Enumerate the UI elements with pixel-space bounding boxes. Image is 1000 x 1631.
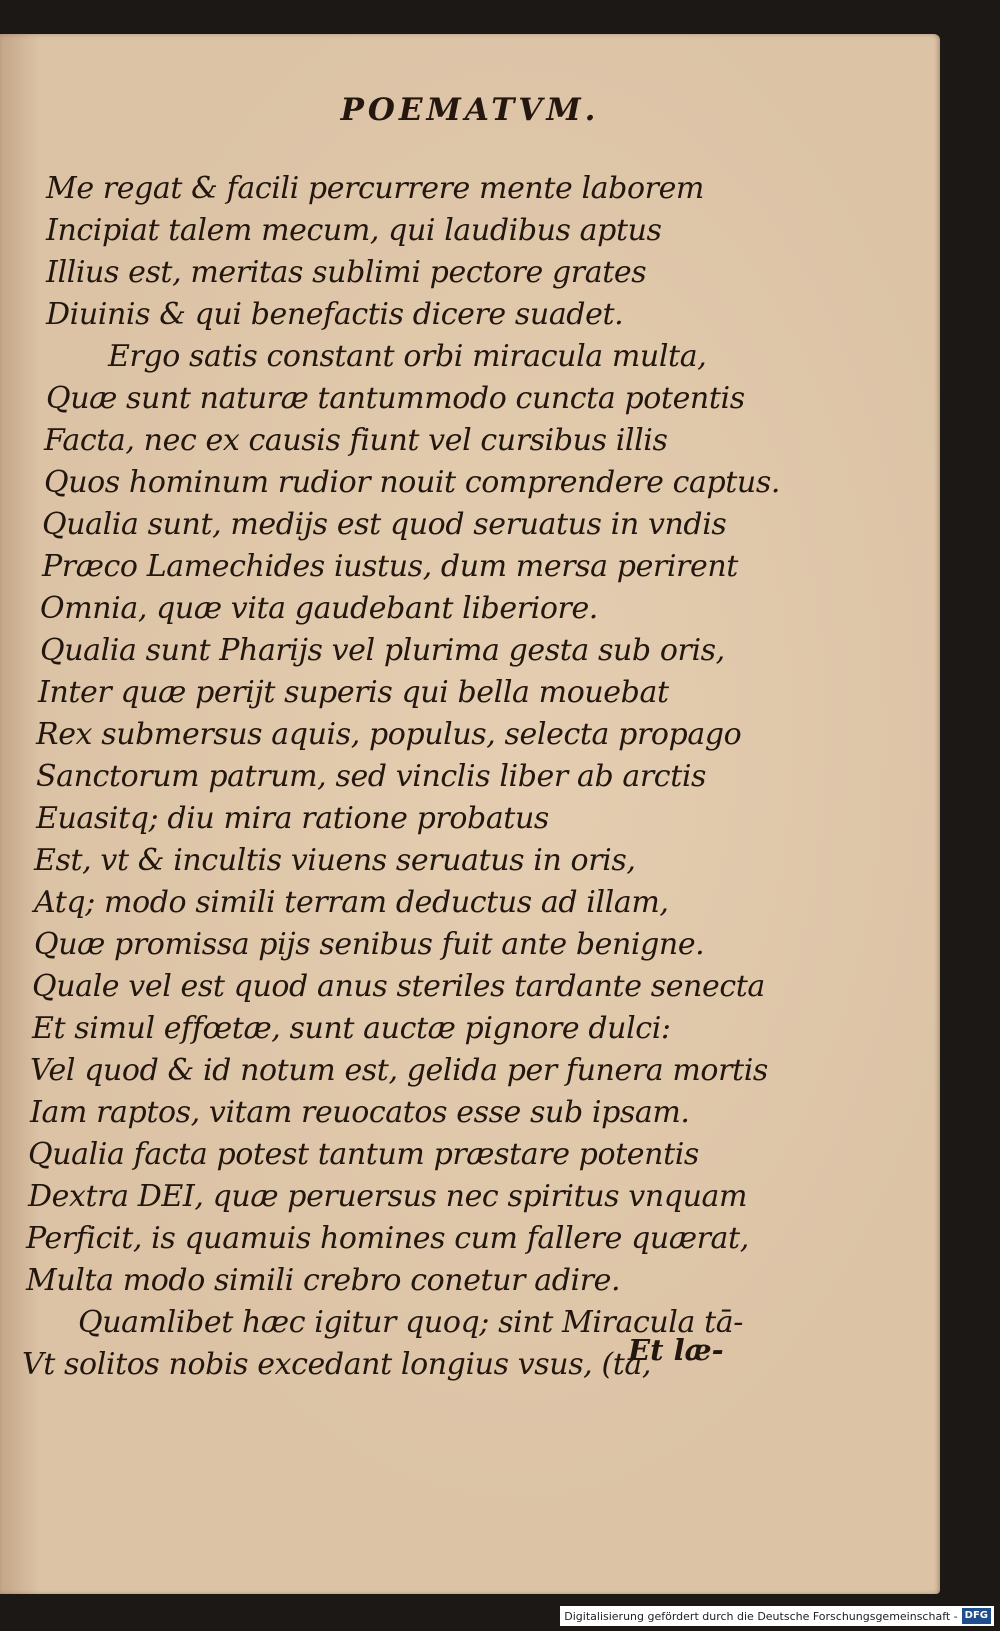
verse-line: Ergo satis constant orbi miracula multa, (108, 339, 707, 374)
verse-line: Quæ sunt naturæ tantummodo cuncta potentis (46, 381, 745, 416)
verse-line: Iam raptos, vitam reuocatos esse sub ipsam. (30, 1095, 690, 1130)
verse-line: Quos hominum rudior nouit comprendere captus. (44, 465, 780, 500)
verse-line: Incipiat talem mecum, qui laudibus aptus (46, 213, 662, 248)
verse-line: Et simul effœtæ, sunt auctæ pignore dulci: (32, 1011, 671, 1046)
verse-line: Diuinis & qui benefactis dicere suadet. (46, 297, 624, 332)
verse-line: Atq; modo simili terram deductus ad illam, (34, 885, 669, 920)
verse-line: Me regat & facili percurrere mente laborem (46, 171, 704, 206)
verse-line: Dextra DEI, quæ peruersus nec spiritus vnquam (28, 1179, 748, 1214)
poem-text (0, 132, 940, 1412)
verse-line: Quæ promissa pijs senibus fuit ante benigne. (34, 927, 705, 962)
catchword: Et læ- (628, 1333, 724, 1367)
digitization-credit (560, 1606, 994, 1626)
verse-line: Qualia sunt, medijs est quod seruatus in vndis (42, 507, 727, 542)
verse-line: Illius est, meritas sublimi pectore grates (46, 255, 647, 290)
running-header: POEMATVM. (340, 92, 600, 128)
verse-line: Quamlibet hæc igitur quoq; sint Miracula tā- (78, 1305, 743, 1340)
verse-line: Est, vt & incultis viuens seruatus in oris, (34, 843, 636, 878)
verse-line: Perficit, is quamuis homines cum fallere quærat, (26, 1221, 749, 1256)
verse-line: Multa modo simili crebro conetur adire. (26, 1263, 621, 1298)
verse-line: Quale vel est quod anus steriles tardante senecta (32, 969, 765, 1004)
verse-line: Euasitq; diu mira ratione probatus (36, 801, 549, 836)
verse-line: Rex submersus aquis, populus, selecta propago (36, 717, 742, 752)
verse-line: Præco Lamechides iustus, dum mersa perirent (42, 549, 738, 584)
verse-line: Sanctorum patrum, sed vinclis liber ab arctis (36, 759, 707, 794)
verse-line: Vt solitos nobis excedant longius vsus, (ta, (22, 1347, 652, 1382)
credit-text: Digitalisierung gefördert durch die Deutsche Forschungsgemeinschaft - (564, 1609, 958, 1623)
verse-line: Inter quæ perijt superis qui bella mouebat (38, 675, 669, 710)
verse-line: Omnia, quæ vita gaudebant liberiore. (40, 591, 598, 626)
verse-line: Vel quod & id notum est, gelida per funera mortis (30, 1053, 768, 1088)
verse-line: Facta, nec ex causis fiunt vel cursibus illis (44, 423, 668, 458)
verse-line: Qualia facta potest tantum præstare potentis (28, 1137, 699, 1172)
dfg-logo-icon: DFG (962, 1608, 991, 1624)
verse-line: Qualia sunt Pharijs vel plurima gesta sub oris, (40, 633, 725, 668)
